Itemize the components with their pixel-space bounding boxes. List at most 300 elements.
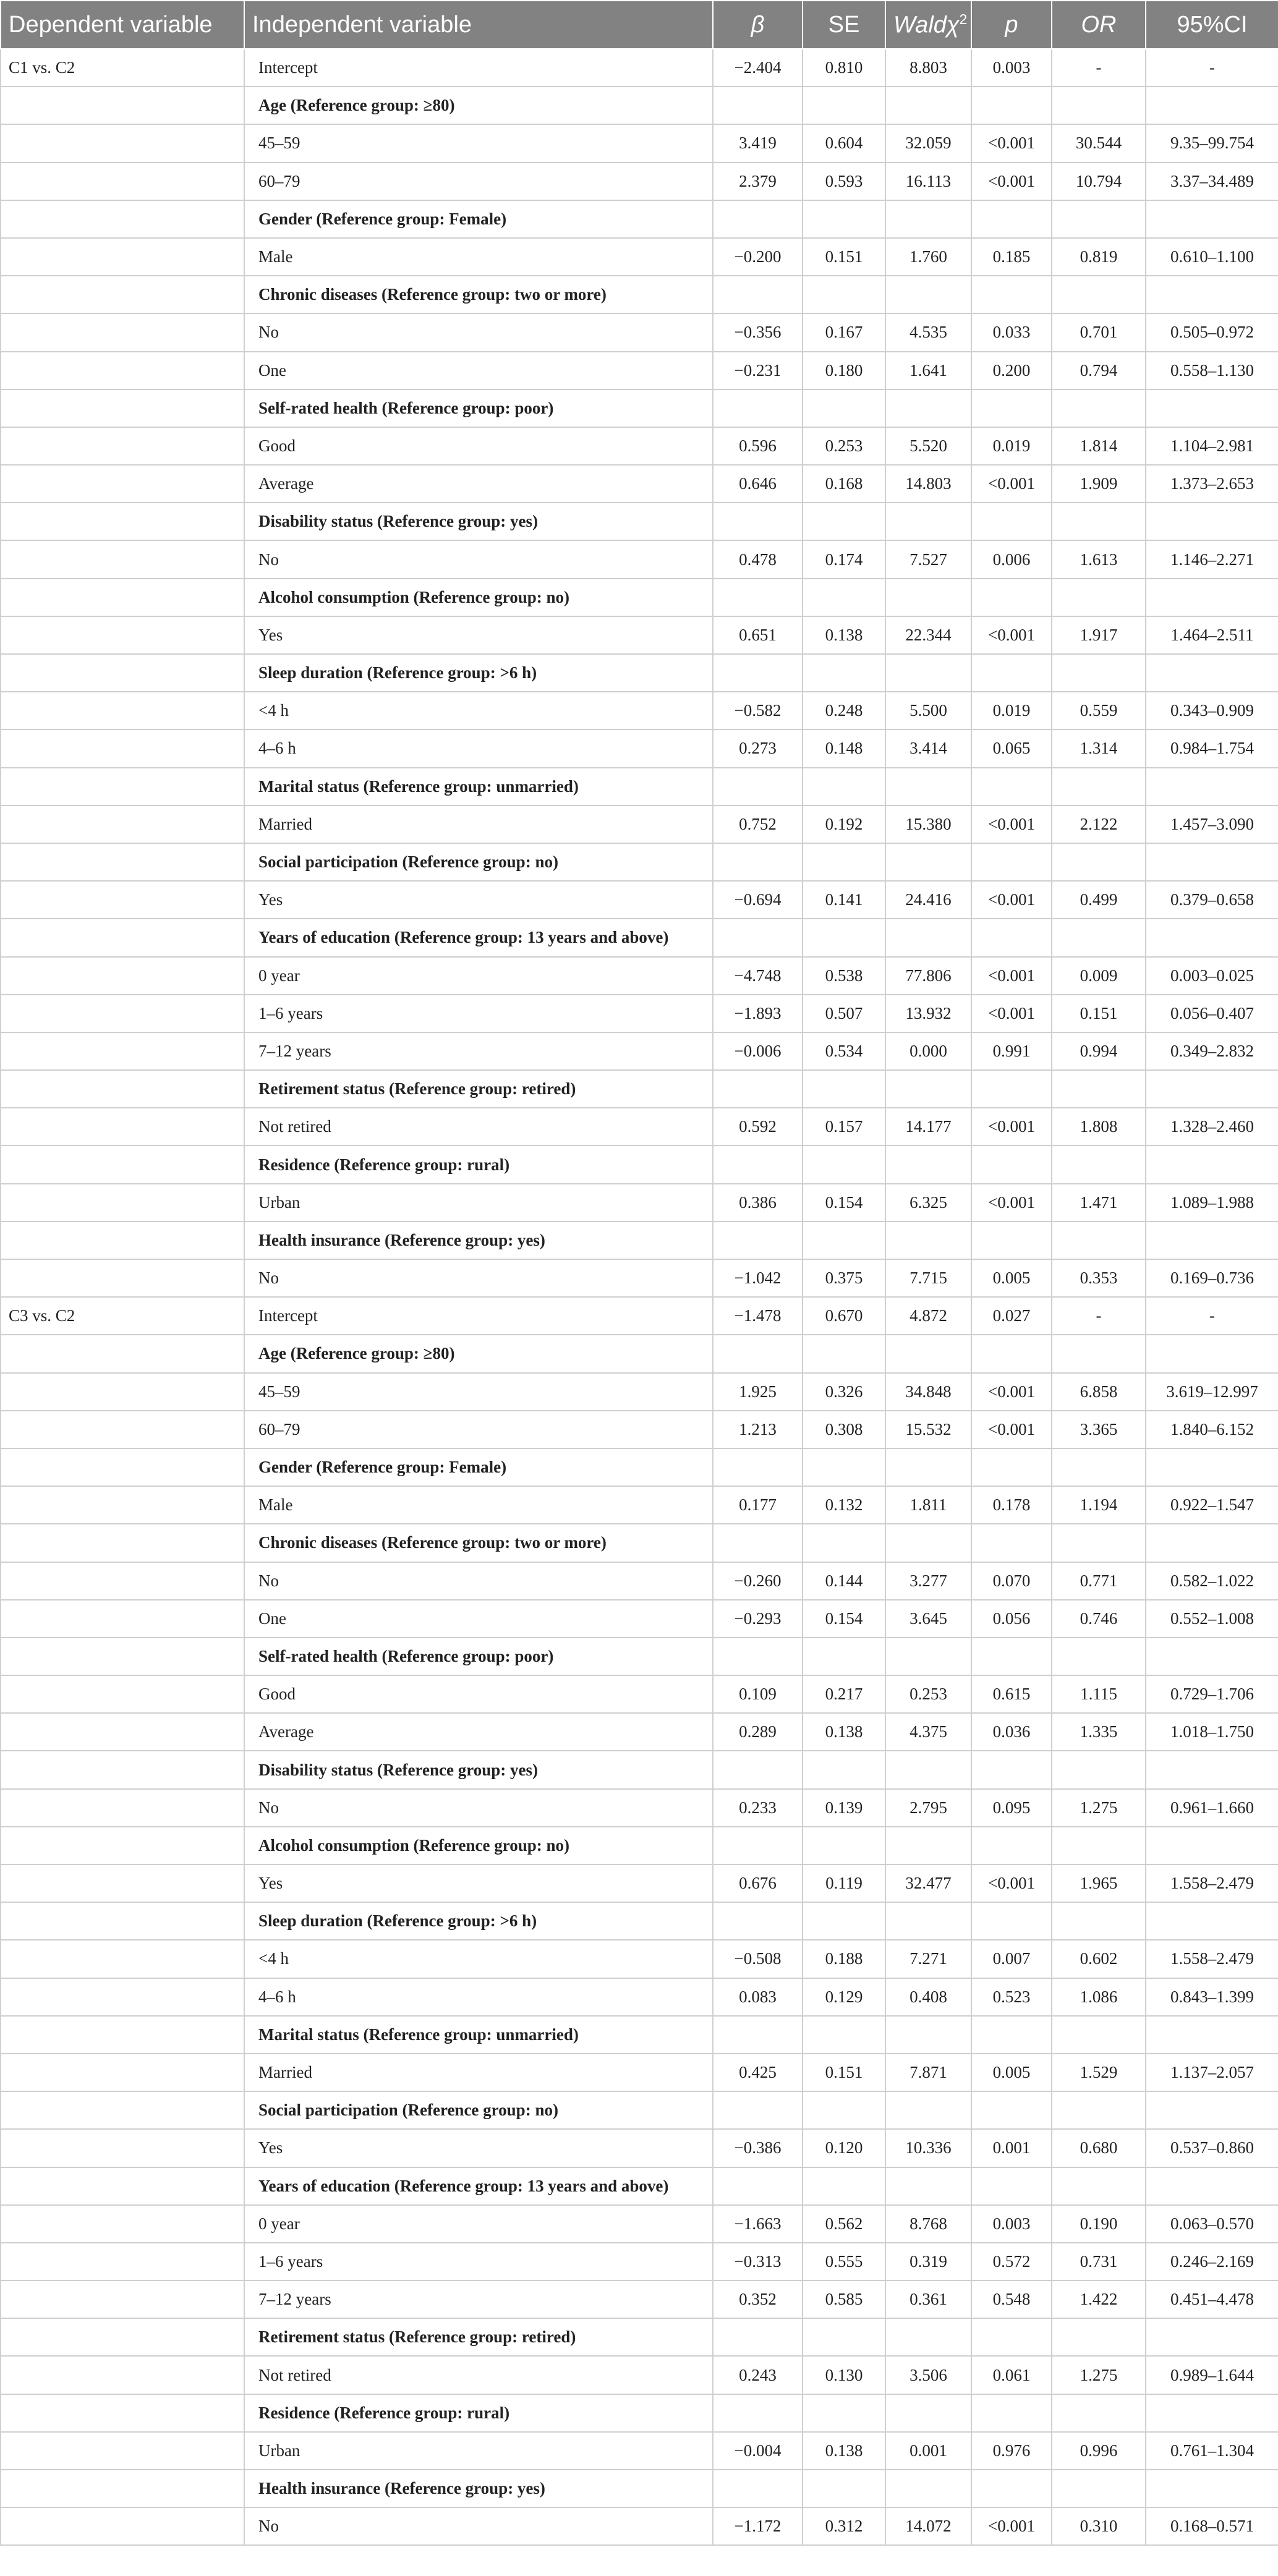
ci-cell <box>1146 768 1278 806</box>
odds-ratio-cell <box>1052 579 1146 616</box>
dependent-variable-cell <box>1 881 244 919</box>
dependent-variable-cell <box>1 1940 244 1978</box>
se-cell <box>803 843 885 881</box>
ci-cell <box>1146 2318 1278 2356</box>
p-value-cell <box>971 503 1052 540</box>
p-value-cell: 0.006 <box>971 540 1052 578</box>
independent-variable-cell: Chronic diseases (Reference group: two or more) <box>244 1524 713 1562</box>
odds-ratio-cell <box>1052 2470 1146 2507</box>
p-value-cell <box>971 1524 1052 1562</box>
dependent-variable-cell <box>1 2432 244 2470</box>
dependent-variable-cell <box>1 503 244 540</box>
table-body <box>1 49 1278 2545</box>
table-row <box>1 729 1278 767</box>
table-row <box>1 1789 1278 1827</box>
dependent-variable-cell <box>1 2243 244 2281</box>
p-value-cell <box>971 1146 1052 1183</box>
ci-cell: 0.922–1.547 <box>1146 1486 1278 1524</box>
independent-variable-cell: Chronic diseases (Reference group: two or more) <box>244 276 713 313</box>
independent-variable-cell: Alcohol consumption (Reference group: no) <box>244 1827 713 1864</box>
odds-ratio-cell: 1.086 <box>1052 1978 1146 2016</box>
odds-ratio-cell: 1.814 <box>1052 427 1146 465</box>
ci-cell <box>1146 1146 1278 1183</box>
odds-ratio-cell: 0.771 <box>1052 1562 1146 1600</box>
ci-cell: 0.961–1.660 <box>1146 1789 1278 1827</box>
wald-cell <box>885 389 971 427</box>
wald-cell: 4.872 <box>885 1297 971 1335</box>
p-value-cell: 0.056 <box>971 1600 1052 1638</box>
se-cell <box>803 2318 885 2356</box>
beta-cell <box>713 1070 803 1108</box>
wald-cell: 0.319 <box>885 2243 971 2281</box>
beta-cell <box>713 1335 803 1372</box>
se-cell: 0.810 <box>803 49 885 87</box>
dependent-variable-cell <box>1 2507 244 2545</box>
p-value-cell: 0.185 <box>971 238 1052 276</box>
independent-variable-cell: Disability status (Reference group: yes) <box>244 1751 713 1788</box>
dependent-variable-cell <box>1 919 244 956</box>
independent-variable-cell: Good <box>244 1675 713 1713</box>
odds-ratio-cell <box>1052 2318 1146 2356</box>
beta-cell: 0.352 <box>713 2281 803 2318</box>
ci-cell <box>1146 1448 1278 1486</box>
p-value-cell <box>971 1448 1052 1486</box>
dependent-variable-cell <box>1 1411 244 1448</box>
ci-cell: 0.984–1.754 <box>1146 729 1278 767</box>
dependent-variable-cell <box>1 768 244 806</box>
odds-ratio-cell <box>1052 200 1146 238</box>
dependent-variable-cell <box>1 843 244 881</box>
beta-cell: −0.356 <box>713 313 803 351</box>
wald-cell: 3.414 <box>885 729 971 767</box>
p-value-cell: 0.070 <box>971 1562 1052 1600</box>
wald-cell: 0.001 <box>885 2432 971 2470</box>
p-value-cell: 0.019 <box>971 692 1052 729</box>
table-row <box>1 163 1278 200</box>
beta-cell <box>713 503 803 540</box>
independent-variable-cell: 4–6 h <box>244 729 713 767</box>
independent-variable-cell: Average <box>244 1713 713 1751</box>
p-value-cell: 0.027 <box>971 1297 1052 1335</box>
ci-cell <box>1146 389 1278 427</box>
p-value-cell: 0.572 <box>971 2243 1052 2281</box>
independent-variable-cell: Married <box>244 2054 713 2091</box>
beta-cell: −0.694 <box>713 881 803 919</box>
p-value-cell: <0.001 <box>971 1373 1052 1411</box>
independent-variable-cell: 4–6 h <box>244 1978 713 2016</box>
ci-cell: 0.582–1.022 <box>1146 1562 1278 1600</box>
odds-ratio-cell: 0.151 <box>1052 995 1146 1032</box>
wald-cell: 6.325 <box>885 1184 971 1222</box>
beta-cell <box>713 768 803 806</box>
wald-cell <box>885 919 971 956</box>
odds-ratio-cell <box>1052 2167 1146 2205</box>
odds-ratio-cell: 0.602 <box>1052 1940 1146 1978</box>
wald-cell: 0.408 <box>885 1978 971 2016</box>
odds-ratio-cell: 1.471 <box>1052 1184 1146 1222</box>
independent-variable-cell: Self-rated health (Reference group: poor) <box>244 1638 713 1675</box>
wald-cell: 14.177 <box>885 1108 971 1146</box>
table-row <box>1 1562 1278 1600</box>
ci-cell <box>1146 2016 1278 2054</box>
odds-ratio-cell: 0.680 <box>1052 2129 1146 2167</box>
ci-cell: 1.457–3.090 <box>1146 806 1278 843</box>
group-header-row <box>1 1335 1278 1372</box>
ci-cell: 0.343–0.909 <box>1146 692 1278 729</box>
ci-cell <box>1146 2091 1278 2129</box>
wald-cell: 10.336 <box>885 2129 971 2167</box>
odds-ratio-cell <box>1052 2091 1146 2129</box>
se-cell: 0.138 <box>803 2432 885 2470</box>
table-row <box>1 1864 1278 1902</box>
odds-ratio-cell: 0.794 <box>1052 352 1146 389</box>
odds-ratio-cell: 0.190 <box>1052 2205 1146 2243</box>
group-header-row <box>1 919 1278 956</box>
se-cell: 0.188 <box>803 1940 885 1978</box>
p-value-cell <box>971 389 1052 427</box>
group-header-row <box>1 1638 1278 1675</box>
independent-variable-cell: Yes <box>244 1864 713 1902</box>
ci-cell: 1.373–2.653 <box>1146 465 1278 503</box>
se-cell <box>803 1638 885 1675</box>
dependent-variable-cell <box>1 1713 244 1751</box>
se-cell: 0.138 <box>803 616 885 654</box>
beta-cell <box>713 200 803 238</box>
independent-variable-cell: No <box>244 1789 713 1827</box>
dependent-variable-cell <box>1 465 244 503</box>
header-dependent-variable: Dependent variable <box>1 1 244 49</box>
beta-cell <box>713 389 803 427</box>
group-header-row <box>1 654 1278 692</box>
p-value-cell <box>971 2318 1052 2356</box>
ci-cell: 1.018–1.750 <box>1146 1713 1278 1751</box>
se-cell: 0.138 <box>803 1713 885 1751</box>
p-value-cell: 0.200 <box>971 352 1052 389</box>
dependent-variable-cell <box>1 1751 244 1788</box>
beta-cell <box>713 276 803 313</box>
wald-cell: 8.803 <box>885 49 971 87</box>
p-value-cell <box>971 87 1052 124</box>
wald-cell <box>885 87 971 124</box>
ci-cell: 3.619–12.997 <box>1146 1373 1278 1411</box>
wald-cell: 5.520 <box>885 427 971 465</box>
header-confidence-interval: 95%CI <box>1146 1 1278 49</box>
table-row <box>1 806 1278 843</box>
group-header-row <box>1 579 1278 616</box>
se-cell: 0.538 <box>803 957 885 995</box>
ci-cell: 0.246–2.169 <box>1146 2243 1278 2281</box>
beta-cell: 0.289 <box>713 1713 803 1751</box>
p-value-cell <box>971 2470 1052 2507</box>
p-value-cell <box>971 579 1052 616</box>
independent-variable-cell: Social participation (Reference group: no) <box>244 2091 713 2129</box>
beta-cell <box>713 654 803 692</box>
wald-cell <box>885 1146 971 1183</box>
table-row <box>1 1297 1278 1335</box>
ci-cell <box>1146 1335 1278 1372</box>
group-header-row <box>1 200 1278 238</box>
ci-cell: 0.558–1.130 <box>1146 352 1278 389</box>
wald-cell <box>885 768 971 806</box>
table-row <box>1 881 1278 919</box>
p-value-cell: 0.033 <box>971 313 1052 351</box>
independent-variable-cell: Male <box>244 238 713 276</box>
group-header-row <box>1 1222 1278 1259</box>
p-value-cell <box>971 768 1052 806</box>
dependent-variable-cell <box>1 1373 244 1411</box>
se-cell: 0.217 <box>803 1675 885 1713</box>
group-header-row <box>1 1146 1278 1183</box>
beta-cell: −4.748 <box>713 957 803 995</box>
ci-cell <box>1146 1222 1278 1259</box>
p-value-cell <box>971 2016 1052 2054</box>
wald-cell <box>885 1222 971 1259</box>
group-header-row <box>1 2318 1278 2356</box>
independent-variable-cell: 1–6 years <box>244 995 713 1032</box>
table-row <box>1 49 1278 87</box>
wald-cell: 24.416 <box>885 881 971 919</box>
se-cell <box>803 1902 885 1940</box>
group-header-row <box>1 1751 1278 1788</box>
wald-cell: 7.271 <box>885 1940 971 1978</box>
wald-cell: 7.715 <box>885 1259 971 1297</box>
p-value-cell <box>971 843 1052 881</box>
odds-ratio-cell: 1.917 <box>1052 616 1146 654</box>
ci-cell <box>1146 2394 1278 2432</box>
beta-cell <box>713 1638 803 1675</box>
independent-variable-cell: Alcohol consumption (Reference group: no) <box>244 579 713 616</box>
wald-cell <box>885 1070 971 1108</box>
odds-ratio-cell <box>1052 2394 1146 2432</box>
wald-cell <box>885 1448 971 1486</box>
odds-ratio-cell <box>1052 1827 1146 1864</box>
wald-cell: 0.361 <box>885 2281 971 2318</box>
se-cell: 0.253 <box>803 427 885 465</box>
odds-ratio-cell: 0.701 <box>1052 313 1146 351</box>
odds-ratio-cell <box>1052 1448 1146 1486</box>
se-cell: 0.167 <box>803 313 885 351</box>
odds-ratio-cell: - <box>1052 49 1146 87</box>
wald-cell <box>885 654 971 692</box>
odds-ratio-cell: 1.613 <box>1052 540 1146 578</box>
table-row <box>1 1411 1278 1448</box>
ci-cell <box>1146 1638 1278 1675</box>
table-row <box>1 995 1278 1032</box>
odds-ratio-cell: 1.275 <box>1052 2356 1146 2394</box>
dependent-variable-cell <box>1 1259 244 1297</box>
beta-cell: 0.752 <box>713 806 803 843</box>
dependent-variable-cell <box>1 2394 244 2432</box>
ci-cell <box>1146 843 1278 881</box>
independent-variable-cell: Retirement status (Reference group: retired) <box>244 1070 713 1108</box>
ci-cell <box>1146 579 1278 616</box>
wald-cell <box>885 200 971 238</box>
independent-variable-cell: Not retired <box>244 2356 713 2394</box>
odds-ratio-cell: 1.275 <box>1052 1789 1146 1827</box>
se-cell <box>803 1146 885 1183</box>
table-row <box>1 1713 1278 1751</box>
se-cell <box>803 768 885 806</box>
wald-cell: 13.932 <box>885 995 971 1032</box>
p-value-cell <box>971 1335 1052 1372</box>
p-value-cell <box>971 1070 1052 1108</box>
ci-cell <box>1146 1902 1278 1940</box>
table-row <box>1 238 1278 276</box>
se-cell: 0.534 <box>803 1032 885 1070</box>
se-cell: 0.375 <box>803 1259 885 1297</box>
dependent-variable-cell <box>1 124 244 162</box>
dependent-variable-cell <box>1 276 244 313</box>
beta-cell: 0.425 <box>713 2054 803 2091</box>
p-value-cell <box>971 276 1052 313</box>
dependent-variable-cell <box>1 1675 244 1713</box>
dependent-variable-cell <box>1 1108 244 1146</box>
p-value-cell: 0.976 <box>971 2432 1052 2470</box>
wald-cell <box>885 2167 971 2205</box>
independent-variable-cell: No <box>244 540 713 578</box>
wald-cell <box>885 503 971 540</box>
table-row <box>1 1600 1278 1638</box>
group-header-row <box>1 276 1278 313</box>
ci-cell: 0.610–1.100 <box>1146 238 1278 276</box>
beta-cell: −0.293 <box>713 1600 803 1638</box>
dependent-variable-cell <box>1 692 244 729</box>
beta-cell <box>713 2470 803 2507</box>
ci-cell: 0.379–0.658 <box>1146 881 1278 919</box>
independent-variable-cell: Years of education (Reference group: 13 years and above) <box>244 2167 713 2205</box>
dependent-variable-cell <box>1 389 244 427</box>
odds-ratio-cell <box>1052 919 1146 956</box>
wald-cell: 7.871 <box>885 2054 971 2091</box>
header-odds-ratio: OR <box>1052 1 1146 49</box>
beta-cell <box>713 2318 803 2356</box>
independent-variable-cell: Sleep duration (Reference group: >6 h) <box>244 1902 713 1940</box>
se-cell: 0.326 <box>803 1373 885 1411</box>
dependent-variable-cell: C3 vs. C2 <box>1 1297 244 1335</box>
p-value-cell: <0.001 <box>971 881 1052 919</box>
group-header-row <box>1 843 1278 881</box>
se-cell: 0.180 <box>803 352 885 389</box>
se-cell: 0.148 <box>803 729 885 767</box>
se-cell <box>803 2394 885 2432</box>
odds-ratio-cell <box>1052 1070 1146 1108</box>
dependent-variable-cell <box>1 352 244 389</box>
group-header-row <box>1 1448 1278 1486</box>
wald-cell <box>885 1335 971 1372</box>
p-value-cell: <0.001 <box>971 957 1052 995</box>
dependent-variable-cell <box>1 1222 244 1259</box>
p-value-cell <box>971 654 1052 692</box>
dependent-variable-cell <box>1 2356 244 2394</box>
p-value-cell <box>971 2394 1052 2432</box>
independent-variable-cell: Residence (Reference group: rural) <box>244 2394 713 2432</box>
odds-ratio-cell <box>1052 276 1146 313</box>
beta-cell <box>713 1827 803 1864</box>
odds-ratio-cell: 2.122 <box>1052 806 1146 843</box>
ci-cell: 0.451–4.478 <box>1146 2281 1278 2318</box>
ci-cell: 1.104–2.981 <box>1146 427 1278 465</box>
ci-cell: 0.505–0.972 <box>1146 313 1278 351</box>
group-header-row <box>1 2091 1278 2129</box>
odds-ratio-cell <box>1052 1751 1146 1788</box>
se-cell: 0.308 <box>803 1411 885 1448</box>
wald-cell: 32.059 <box>885 124 971 162</box>
dependent-variable-cell <box>1 163 244 200</box>
dependent-variable-cell <box>1 1486 244 1524</box>
beta-cell: −0.582 <box>713 692 803 729</box>
independent-variable-cell: Health insurance (Reference group: yes) <box>244 1222 713 1259</box>
se-cell <box>803 919 885 956</box>
table-row <box>1 352 1278 389</box>
table-row <box>1 540 1278 578</box>
beta-cell <box>713 2167 803 2205</box>
group-header-row <box>1 768 1278 806</box>
dependent-variable-cell: C1 vs. C2 <box>1 49 244 87</box>
ci-cell <box>1146 2167 1278 2205</box>
p-value-cell: 0.005 <box>971 2054 1052 2091</box>
beta-cell: 0.676 <box>713 1864 803 1902</box>
dependent-variable-cell <box>1 729 244 767</box>
se-cell <box>803 2091 885 2129</box>
ci-cell: 0.056–0.407 <box>1146 995 1278 1032</box>
se-cell: 0.604 <box>803 124 885 162</box>
dependent-variable-cell <box>1 2054 244 2091</box>
dependent-variable-cell <box>1 2091 244 2129</box>
header-wald-label: Waldχ <box>893 12 960 38</box>
ci-cell <box>1146 654 1278 692</box>
beta-cell <box>713 87 803 124</box>
se-cell <box>803 1448 885 1486</box>
se-cell: 0.119 <box>803 1864 885 1902</box>
dependent-variable-cell <box>1 1524 244 1562</box>
dependent-variable-cell <box>1 1978 244 2016</box>
se-cell: 0.154 <box>803 1184 885 1222</box>
ci-cell: 0.349–2.832 <box>1146 1032 1278 1070</box>
independent-variable-cell: Sleep duration (Reference group: >6 h) <box>244 654 713 692</box>
p-value-cell: 0.036 <box>971 1713 1052 1751</box>
ci-cell <box>1146 1827 1278 1864</box>
ci-cell: 0.537–0.860 <box>1146 2129 1278 2167</box>
wald-cell <box>885 2016 971 2054</box>
p-value-cell: 0.003 <box>971 2205 1052 2243</box>
se-cell: 0.120 <box>803 2129 885 2167</box>
odds-ratio-cell <box>1052 768 1146 806</box>
ci-cell: 1.464–2.511 <box>1146 616 1278 654</box>
ci-cell: 1.089–1.988 <box>1146 1184 1278 1222</box>
ci-cell <box>1146 2470 1278 2507</box>
p-value-cell: 0.095 <box>971 1789 1052 1827</box>
table-row <box>1 2054 1278 2091</box>
beta-cell <box>713 2394 803 2432</box>
table-row <box>1 465 1278 503</box>
p-value-cell: 0.007 <box>971 1940 1052 1978</box>
p-value-cell: 0.178 <box>971 1486 1052 1524</box>
header-se: SE <box>803 1 885 49</box>
dependent-variable-cell <box>1 654 244 692</box>
beta-cell: 0.233 <box>713 1789 803 1827</box>
beta-cell: 0.273 <box>713 729 803 767</box>
odds-ratio-cell: 0.559 <box>1052 692 1146 729</box>
beta-cell: 2.379 <box>713 163 803 200</box>
p-value-cell <box>971 200 1052 238</box>
beta-cell <box>713 1448 803 1486</box>
ci-cell: 0.552–1.008 <box>1146 1600 1278 1638</box>
wald-cell <box>885 579 971 616</box>
beta-cell: −1.478 <box>713 1297 803 1335</box>
independent-variable-cell: Social participation (Reference group: no) <box>244 843 713 881</box>
se-cell: 0.562 <box>803 2205 885 2243</box>
independent-variable-cell: Gender (Reference group: Female) <box>244 1448 713 1486</box>
